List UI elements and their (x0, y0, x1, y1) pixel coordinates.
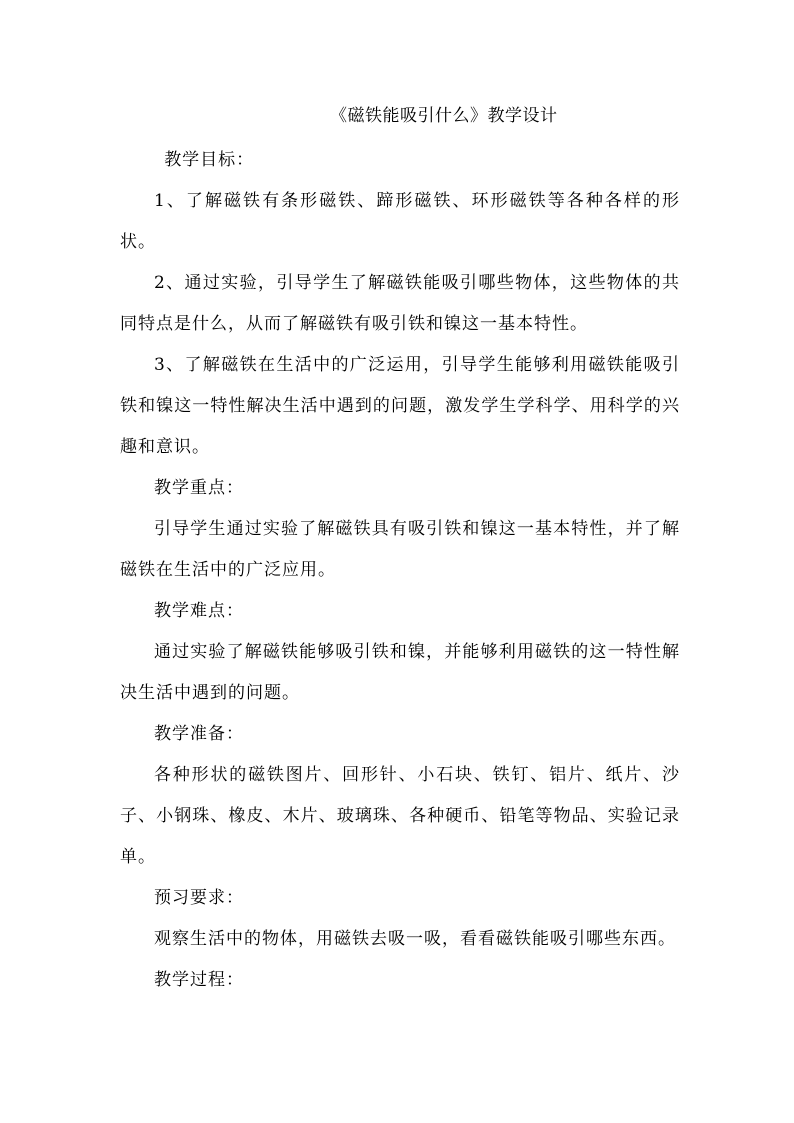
objective-item-3: 3、了解磁铁在生活中的广泛运用，引导学生能够利用磁铁能吸引铁和镍这一特性解决生活中遇到的问题，激发学生学科学、用科学的兴趣和意识。 (120, 355, 680, 457)
key-points-heading: 教学重点： (154, 478, 244, 498)
document-title: 《磁铁能吸引什么》教学设计 (330, 106, 558, 126)
document-body (120, 140, 680, 1001)
preview-heading: 预习要求： (154, 888, 244, 908)
objective-item-2: 2、通过实验，引导学生了解磁铁能吸引哪些物体，这些物体的共同特点是什么，从而了解磁铁有吸引铁和镍这一基本特性。 (120, 273, 680, 334)
key-points-text: 引导学生通过实验了解磁铁具有吸引铁和镍这一基本特性，并了解磁铁在生活中的广泛应用。 (120, 519, 680, 580)
process-heading: 教学过程： (154, 970, 244, 990)
preview-text: 观察生活中的物体，用磁铁去吸一吸，看看磁铁能吸引哪些东西。 (154, 929, 676, 949)
objective-item-1: 1、了解磁铁有条形磁铁、蹄形磁铁、环形磁铁等各种各样的形状。 (120, 191, 680, 252)
difficulties-heading: 教学难点： (154, 601, 244, 621)
preparation-heading: 教学准备： (154, 724, 244, 744)
difficulties-text: 通过实验了解磁铁能够吸引铁和镍，并能够利用磁铁的这一特性解决生活中遇到的问题。 (120, 642, 680, 703)
objectives-heading: 教学目标： (164, 150, 255, 170)
preparation-text: 各种形状的磁铁图片、回形针、小石块、铁钉、铝片、纸片、沙子、小钢珠、橡皮、木片、玻璃珠、各种硬币、铅笔等物品、实验记录单。 (120, 765, 680, 867)
